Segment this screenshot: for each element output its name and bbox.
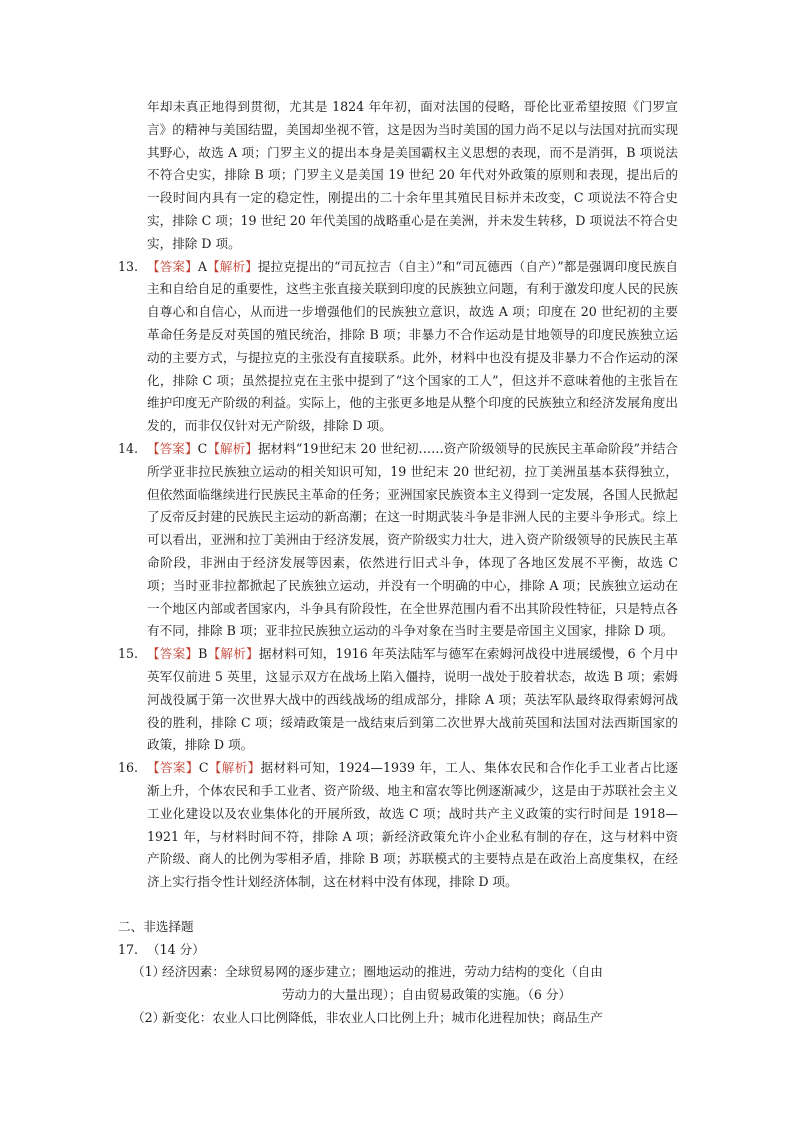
item-number: 16.: [118, 760, 139, 776]
analysis-tag: 【解析】: [207, 646, 259, 662]
answer-letter: B: [198, 646, 208, 662]
sub-answer-1-text: 经济因素：全球贸易网的逐步建立；圈地运动的推进，劳动力结构的变化（自由: [162, 964, 603, 980]
sub-answer-2-text: 新变化：农业人口比例降低，非农业人口比例上升；城市化进程加快；商品生产: [162, 1010, 603, 1026]
answer-letter: C: [198, 760, 209, 776]
answer-item-13: [118, 256, 678, 438]
answer-tag: 【答案】: [147, 258, 198, 274]
answer-content: [118, 96, 678, 1030]
sub-answer-1: [118, 961, 678, 1007]
sub-answer-2: [118, 1007, 678, 1030]
question-17: [118, 939, 678, 962]
analysis-text: 提拉克提出的“司瓦拉吉（自主）”和“司瓦德西（自产）”都是强调印度民族自主和自给自足的重要性，这些主张直接关联到印度的民族独立问题，有利于激发印度人民的民族自尊心和自信心，从而进一步增强他们的民族独立意识，故选 A 项；印度在 20 世纪初的主要革命任务是反对英国的殖民统治，排除 B 项；非暴力不合作运动是甘地领导的印度民族独立运动的主要方式，与提拉克的主张没有直接联系。此外，材料中也没有提及非暴力不合作运动的深化，排除 C 项；虽然提拉克在主张中提到了“这个国家的工人”，但这并不意味着他的主张旨在维护印度无产阶级的利益。实际上，他的主张更多地是从整个印度的民族独立和经济发展角度出发的，而非仅仅针对无产阶级，排除 D 项。: [147, 258, 679, 434]
answer-tag: 【答案】: [147, 440, 198, 456]
analysis-tag: 【解析】: [206, 258, 258, 274]
question-score: （14 分）: [147, 941, 205, 957]
item-number: 13.: [118, 258, 139, 274]
sub-number: （1）: [132, 964, 166, 980]
sub-number: （2）: [132, 1010, 166, 1026]
sub-answer-1-continued: 劳动力的大量出现）；自由贸易政策的实施。（6 分）: [282, 987, 572, 1003]
answer-tag: 【答案】: [147, 760, 199, 776]
answer-item-16: [118, 757, 678, 894]
answer-item-15: [118, 643, 678, 757]
item-number: 14.: [118, 440, 139, 456]
answer-item-14: [118, 438, 678, 643]
item-number: 15.: [118, 646, 139, 662]
analysis-text: 据材料“19世纪末 20 世纪初……资产阶级领导的民族民主革命阶段”并结合所学亚非拉民族独立运动的相关知识可知，19 世纪末 20 世纪初，拉丁美洲虽基本获得独立，但依然面临继续进行民族民主革命的任务；亚洲国家民族资本主义得到一定发展，各国人民掀起了反帝反封建的民族民主运动的新高潮；在这一时期武装斗争是非洲人民的主要斗争形式。综上可以看出，亚洲和拉丁美洲由于经济发展，资产阶级实力壮大，进入资产阶级领导的民族民主革命阶段，非洲由于经济发展等因素，依然进行旧式斗争，体现了各地区发展不平衡，故选 C 项；当时亚非拉都掀起了民族独立运动，并没有一个明确的中心，排除 A 项；民族独立运动在一个地区内部或者国家内，斗争具有阶段性，在全世界范围内看不出其阶段性特征，只是特点各有不同，排除 B 项；亚非拉民族独立运动的斗争对象在当时主要是帝国主义国家，排除 D 项。: [147, 440, 679, 639]
analysis-tag: 【解析】: [208, 760, 261, 776]
section-title: 二、非选择题: [118, 918, 194, 934]
analysis-tag: 【解析】: [207, 440, 258, 456]
answer-tag: 【答案】: [147, 646, 199, 662]
analysis-text: 据材料可知，1924—1939 年，工人、集体农民和合作化手工业者占比逐渐上升，个体农民和手工业者、资产阶级、地主和富农等比例逐渐减少，这是由于苏联社会主义工业化建设以及农业集体化的开展所致，故选 C 项；战时共产主义政策的实行时间是 1918—1921 年，与材料时间不符，排除 A 项；新经济政策允许小企业私有制的存在，这与材料中资产阶级、商人的比例为零相矛盾，排除 B 项；苏联模式的主要特点是在政治上高度集权，在经济上实行指令性计划经济体制，这在材料中没有体现，排除 D 项。: [147, 760, 679, 890]
item-12-continuation: 年却未真正地得到贯彻，尤其是 1824 年年初，面对法国的侵略，哥伦比亚希望按照《门罗宣言》的精神与美国结盟，美国却坐视不管，这是因为当时美国的国力尚不足以与法国对抗而实现其野心，故选 A 项；门罗主义的提出本身是美国霸权主义思想的表现，而不是消弭，B 项说法不符合史实，排除 B 项；门罗主义是美国 19 世纪 20 年代对外政策的原则和表现，提出后的一段时间内具有一定的稳定性，刚提出的二十余年里其殖民目标并未改变，C 项说法不符合史实，排除 C 项；19 世纪 20 年代美国的战略重心是在美洲，并未发生转移，D 项说法不符合史实，排除 D 项。: [147, 99, 678, 251]
answer-letter: A: [197, 258, 207, 274]
item-number: 17.: [118, 941, 139, 957]
analysis-text: 据材料可知，1916 年英法陆军与德军在索姆河战役中进展缓慢，6 个月中英军仅前进 5 英里，这显示双方在战场上陷入僵持，说明一战处于胶着状态，故选 B 项；索姆河战役属于第一次世界大战中的西线战场的组成部分，排除 A 项；英法军队最终取得索姆河战役的胜利，排除 C 项；绥靖政策是一战结束后到第二次世界大战前英国和法国对法西斯国家的政策，排除 D 项。: [147, 646, 679, 753]
answer-letter: C: [197, 440, 208, 456]
